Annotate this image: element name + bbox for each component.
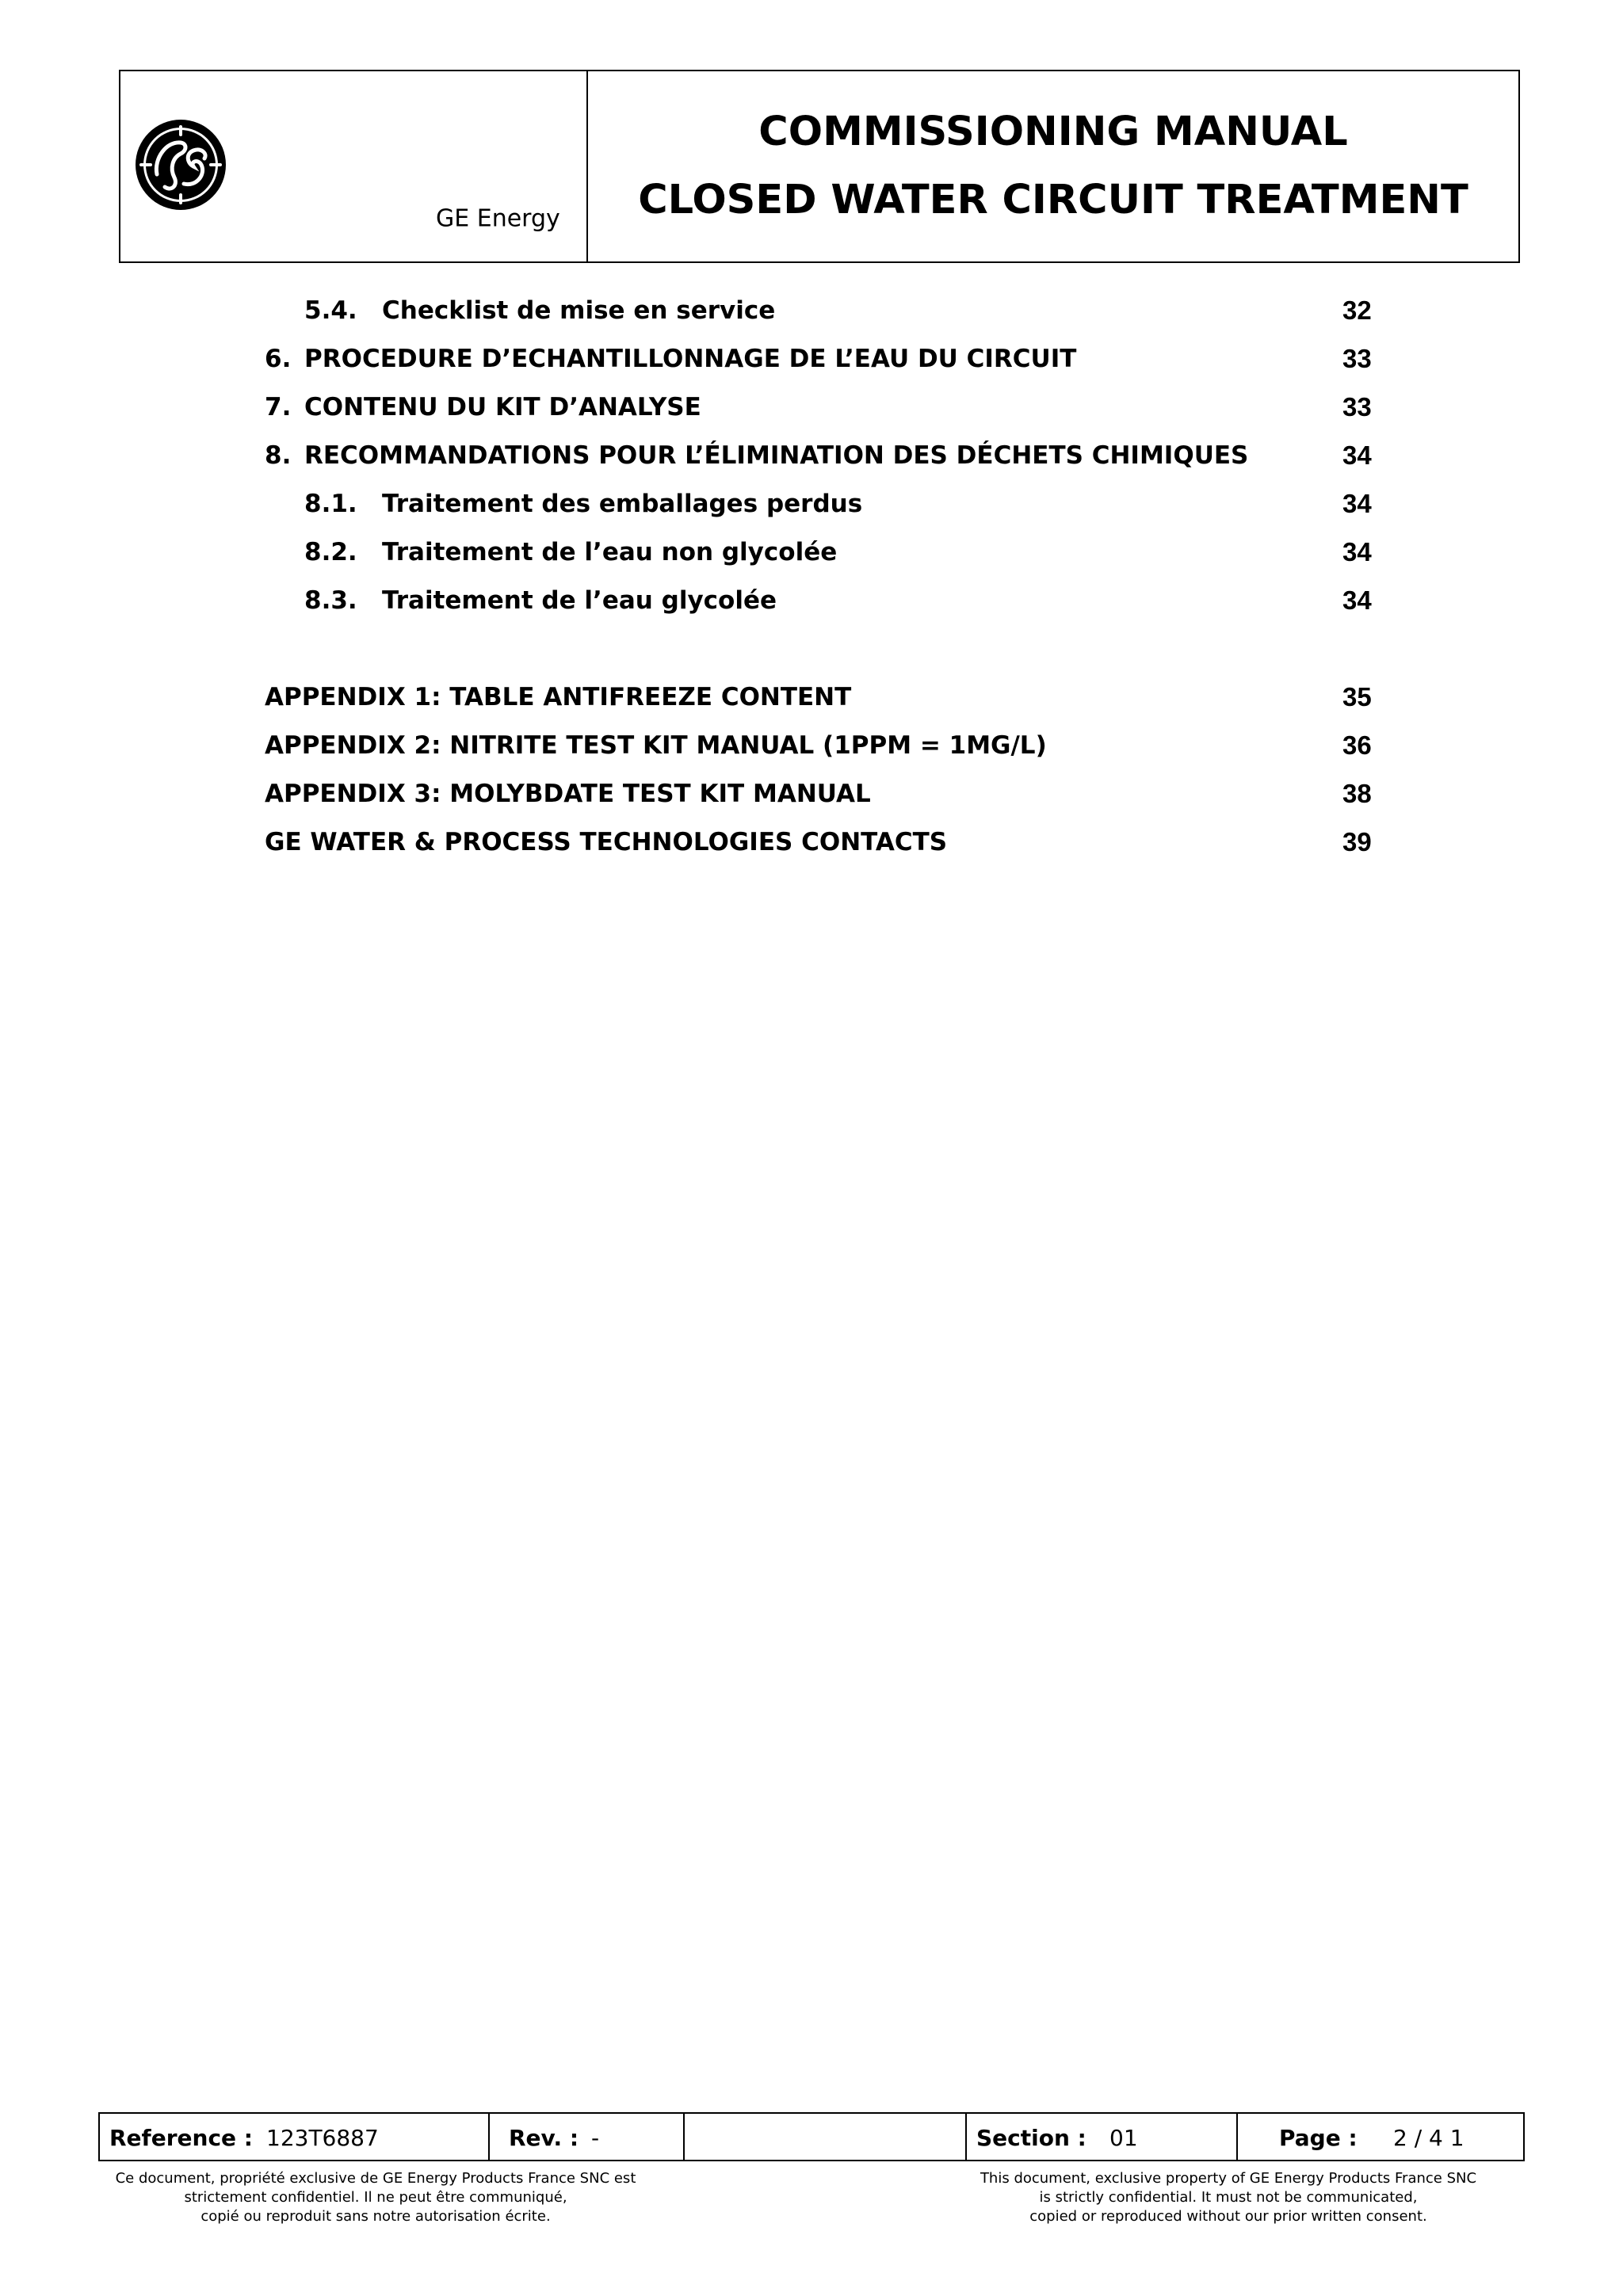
toc-number: 8.1.	[304, 490, 357, 518]
toc-title: APPENDIX 2: NITRITE TEST KIT MANUAL (1PPM = 1MG/L)	[265, 731, 1047, 760]
rev-label: Rev. :	[509, 2125, 579, 2151]
footer-empty-cell	[685, 2114, 967, 2160]
footer-section-cell	[967, 2114, 1238, 2160]
page-label: Page :	[1279, 2125, 1358, 2151]
reference-label: Reference :	[109, 2125, 253, 2151]
rev-value: -	[591, 2125, 600, 2151]
disclaimer-english	[951, 2169, 1506, 2226]
toc-page-number: 36	[1342, 730, 1372, 760]
section-label: Section :	[976, 2125, 1086, 2151]
section-value: 01	[1109, 2125, 1138, 2151]
company-name: GE Energy	[436, 204, 560, 233]
toc-title: APPENDIX 1: TABLE ANTIFREEZE CONTENT	[265, 683, 852, 711]
title-line-2: CLOSED WATER CIRCUIT TREATMENT	[638, 177, 1468, 223]
toc-page-number: 34	[1342, 489, 1372, 518]
ge-logo-icon	[135, 119, 227, 211]
toc-title: PROCEDURE D’ECHANTILLONNAGE DE L’EAU DU CIRCUIT	[304, 345, 1077, 373]
toc-page-number: 35	[1342, 682, 1372, 711]
footer-rev-cell	[490, 2114, 685, 2160]
toc-title: Traitement de l’eau non glycolée	[382, 538, 838, 566]
disclaimer-french	[98, 2169, 653, 2226]
reference-value: 123T6887	[266, 2125, 379, 2151]
toc-entry[interactable]	[265, 778, 1414, 810]
toc-title: Checklist de mise en service	[382, 296, 776, 325]
footer-reference-cell	[100, 2114, 490, 2160]
toc-title: RECOMMANDATIONS POUR L’ÉLIMINATION DES DÉCHETS CHIMIQUES	[304, 441, 1249, 470]
toc-page-number: 33	[1342, 344, 1372, 373]
toc-number: 7.	[265, 393, 292, 421]
toc-entry[interactable]	[304, 295, 1414, 326]
disclaimer-line: strictement confidentiel. Il ne peut être communiqué,	[184, 2189, 567, 2206]
toc-page-number: 38	[1342, 779, 1372, 808]
page-value: 2 / 4 1	[1393, 2125, 1465, 2151]
toc-number: 8.	[265, 441, 292, 470]
toc-entry[interactable]	[304, 488, 1414, 520]
toc-title: GE WATER & PROCESS TECHNOLOGIES CONTACTS	[265, 828, 948, 856]
toc-entry[interactable]	[265, 826, 1414, 858]
toc-title: Traitement des emballages perdus	[382, 490, 863, 518]
disclaimer-line: Ce document, propriété exclusive de GE Energy Products France SNC est	[115, 2170, 636, 2187]
disclaimer-line: copied or reproduced without our prior written consent.	[1029, 2208, 1427, 2225]
toc-entry[interactable]	[265, 730, 1414, 761]
toc-page-number: 34	[1342, 537, 1372, 566]
disclaimer-line: is strictly confidential. It must not be communicated,	[1039, 2189, 1418, 2206]
footer-page-cell	[1238, 2114, 1523, 2160]
toc-entry[interactable]	[265, 681, 1414, 713]
header-title-cell	[588, 71, 1518, 261]
toc-number: 6.	[265, 345, 292, 373]
document-header	[119, 70, 1520, 263]
header-brand-cell	[120, 71, 588, 261]
toc-entry[interactable]	[304, 585, 1414, 616]
toc-page-number: 32	[1342, 296, 1372, 325]
toc-page-number: 33	[1342, 392, 1372, 421]
toc-number: 8.2.	[304, 538, 357, 566]
document-footer	[98, 2112, 1525, 2161]
disclaimer-line: copié ou reproduit sans notre autorisation écrite.	[200, 2208, 551, 2225]
toc-page-number: 34	[1342, 585, 1372, 615]
toc-entry[interactable]	[304, 536, 1414, 568]
toc-number: 8.3.	[304, 586, 357, 615]
toc-entry[interactable]	[265, 343, 1414, 375]
toc-page-number: 34	[1342, 441, 1372, 470]
toc-entry[interactable]	[265, 440, 1414, 471]
toc-page-number: 39	[1342, 827, 1372, 856]
toc-entry[interactable]	[265, 391, 1414, 423]
disclaimer-line: This document, exclusive property of GE Energy Products France SNC	[980, 2170, 1477, 2187]
toc-number: 5.4.	[304, 296, 357, 325]
toc-title: Traitement de l’eau glycolée	[382, 586, 777, 615]
toc-title: APPENDIX 3: MOLYBDATE TEST KIT MANUAL	[265, 780, 871, 808]
title-line-1: COMMISSIONING MANUAL	[758, 109, 1348, 155]
toc-title: CONTENU DU KIT D’ANALYSE	[304, 393, 701, 421]
